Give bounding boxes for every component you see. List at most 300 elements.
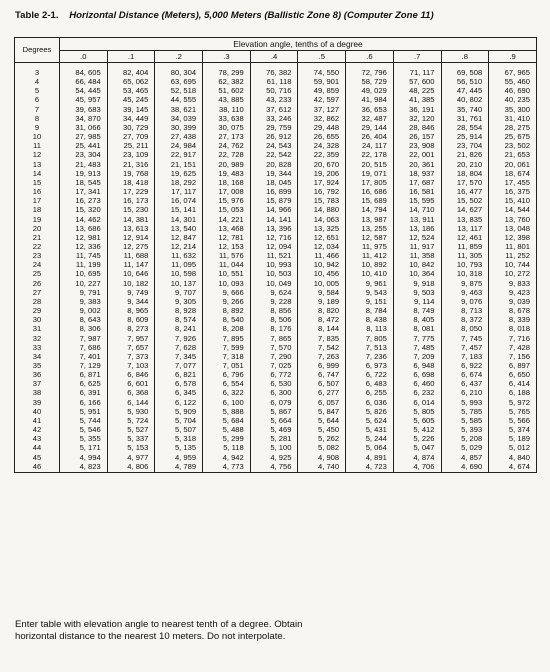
distance-value: 13, 911 xyxy=(409,214,435,224)
distance-value: 8, 540 xyxy=(222,315,244,325)
distance-value: 6, 897 xyxy=(508,361,530,370)
degree-value: 27 xyxy=(32,287,42,297)
distance-value: 25, 441 xyxy=(75,141,101,151)
degree-value: 44 xyxy=(32,443,42,453)
distance-value: 5, 412 xyxy=(413,425,435,435)
distance-value: 15, 410 xyxy=(504,196,530,206)
distance-value: 20, 828 xyxy=(266,159,292,169)
distance-value: 31, 066 xyxy=(75,122,101,132)
distance-value: 27, 438 xyxy=(170,132,197,142)
distance-value: 7, 987 xyxy=(79,333,101,343)
distance-value: 8, 273 xyxy=(127,324,149,334)
distance-value: 5, 355 xyxy=(79,434,101,444)
distance-value: 8, 081 xyxy=(413,324,435,334)
distance-value: 53, 465 xyxy=(123,86,149,96)
distance-value: 41, 385 xyxy=(409,95,435,105)
distance-value: 6, 922 xyxy=(461,361,483,370)
distance-value: 7, 051 xyxy=(222,361,244,370)
distance-value: 12, 981 xyxy=(75,232,101,242)
distance-value: 8, 609 xyxy=(127,315,149,325)
degree-value: 13 xyxy=(32,159,42,169)
degree-value: 37 xyxy=(32,379,42,389)
table-footnote: Enter table with elevation angle to nearest tenth of a degree. Obtain horizontal distance to the nearest 10 meters. Do not interpolate. xyxy=(15,619,303,642)
distance-value: 6, 601 xyxy=(127,379,149,389)
distance-value: 23, 304 xyxy=(75,150,101,160)
distance-value: 12, 214 xyxy=(170,241,197,251)
degrees-header: Degrees xyxy=(15,38,60,63)
distance-value: 9, 584 xyxy=(318,287,340,297)
distance-value: 18, 937 xyxy=(409,168,435,178)
distance-value: 10, 503 xyxy=(266,269,292,279)
distance-value: 4, 706 xyxy=(413,461,435,471)
distance-value: 5, 847 xyxy=(318,406,340,416)
degree-value: 10 xyxy=(32,132,42,142)
distance-value: 5, 450 xyxy=(318,425,340,435)
distance-value: 11, 859 xyxy=(457,241,483,251)
distance-value: 29, 759 xyxy=(266,122,292,132)
distance-value: 10, 137 xyxy=(170,278,197,288)
degree-value: 38 xyxy=(32,388,42,398)
distance-value: 9, 344 xyxy=(127,296,149,306)
distance-value: 13, 186 xyxy=(409,223,435,233)
degree-value: 20 xyxy=(32,223,42,233)
distance-value: 20, 989 xyxy=(218,159,244,169)
distance-value: 5, 805 xyxy=(413,406,435,416)
distance-value: 5, 888 xyxy=(222,406,244,416)
distance-value: 43, 233 xyxy=(266,95,292,105)
degree-value: 32 xyxy=(32,333,42,343)
degree-value: 7 xyxy=(34,104,40,114)
table-number: Table 2-1. xyxy=(15,10,59,21)
distance-value: 5, 744 xyxy=(79,415,101,425)
distance-value: 6, 100 xyxy=(222,397,244,407)
distance-value: 31, 410 xyxy=(504,113,530,123)
distance-value: 10, 892 xyxy=(361,260,387,270)
distance-value: 6, 772 xyxy=(270,370,292,380)
degree-value: 40 xyxy=(32,406,42,416)
distance-value: 5, 189 xyxy=(508,434,530,444)
distance-value: 9, 543 xyxy=(365,287,387,297)
tenths-header: .7 xyxy=(393,51,441,63)
distance-value: 14, 794 xyxy=(361,205,387,215)
distance-value: 8, 749 xyxy=(413,306,435,316)
tenths-header: .4 xyxy=(250,51,298,63)
distance-value: 9, 228 xyxy=(270,296,292,306)
distance-value: 21, 483 xyxy=(75,159,101,169)
degree-value: 24 xyxy=(32,260,42,270)
tenths-header: .6 xyxy=(346,51,394,63)
distance-value: 6, 232 xyxy=(413,388,435,398)
distance-value: 7, 957 xyxy=(127,333,149,343)
distance-value: 8, 208 xyxy=(222,324,244,334)
distance-value: 8, 113 xyxy=(366,324,387,334)
distance-value: 63, 695 xyxy=(170,77,197,87)
distance-value: 5, 972 xyxy=(508,397,530,407)
distance-value: 14, 462 xyxy=(75,214,101,224)
distance-value: 7, 156 xyxy=(508,351,530,361)
degree-value: 34 xyxy=(32,351,42,361)
distance-value: 28, 554 xyxy=(456,122,483,132)
distance-value: 8, 050 xyxy=(461,324,483,334)
distance-value: 8, 306 xyxy=(79,324,101,334)
distance-value: 5, 082 xyxy=(318,443,340,453)
distance-value: 33, 246 xyxy=(266,113,292,123)
distance-value: 69, 508 xyxy=(456,68,483,77)
distance-value: 13, 760 xyxy=(504,214,530,224)
distance-value: 9, 707 xyxy=(174,287,197,297)
distance-value: 13, 686 xyxy=(75,223,101,233)
distance-value: 5, 566 xyxy=(508,415,530,425)
distance-value: 21, 826 xyxy=(456,150,483,160)
degree-value: 22 xyxy=(32,241,42,251)
distance-value: 7, 686 xyxy=(79,342,101,352)
distance-value: 51, 602 xyxy=(218,86,244,96)
distance-value: 11, 801 xyxy=(505,241,530,251)
distance-value: 43, 885 xyxy=(218,95,244,105)
distance-value: 10, 695 xyxy=(75,269,101,279)
distance-value: 9, 076 xyxy=(461,296,483,306)
distance-value: 33, 638 xyxy=(218,113,244,123)
distance-value: 9, 383 xyxy=(79,296,101,306)
degree-value: 4 xyxy=(34,77,40,87)
degree-value: 26 xyxy=(32,278,42,288)
distance-value: 5, 012 xyxy=(508,443,530,453)
distance-value: 14, 381 xyxy=(123,214,149,224)
distance-value: 10, 364 xyxy=(409,269,435,279)
distance-value: 35, 300 xyxy=(504,104,530,114)
distance-value: 6, 255 xyxy=(365,388,387,398)
distance-value: 13, 468 xyxy=(218,223,244,233)
distance-value: 6, 014 xyxy=(413,397,435,407)
distance-value: 29, 144 xyxy=(361,122,387,132)
distance-value: 19, 071 xyxy=(361,168,387,178)
distance-value: 21, 151 xyxy=(170,159,197,169)
distance-value: 5, 624 xyxy=(365,415,387,425)
distance-value: 12, 153 xyxy=(218,241,244,251)
distance-value: 28, 275 xyxy=(504,122,530,132)
distance-value: 38, 110 xyxy=(218,104,244,114)
distance-column xyxy=(250,63,298,473)
distance-value: 5, 244 xyxy=(365,434,387,444)
distance-value: 6, 674 xyxy=(461,370,483,380)
distance-value: 22, 917 xyxy=(170,150,197,160)
distance-value: 12, 847 xyxy=(170,232,197,242)
distance-value: 22, 728 xyxy=(218,150,244,160)
distance-value: 16, 792 xyxy=(313,187,340,197)
distance-value: 25, 675 xyxy=(504,132,530,142)
distance-value: 17, 008 xyxy=(218,187,244,197)
distance-value: 5, 299 xyxy=(222,434,244,444)
distance-value: 8, 678 xyxy=(508,306,530,316)
distance-value: 47, 445 xyxy=(456,86,483,96)
distance-value: 16, 273 xyxy=(75,196,101,206)
distance-value: 22, 359 xyxy=(313,150,340,160)
distance-value: 17, 455 xyxy=(504,177,530,187)
distance-value: 17, 805 xyxy=(361,177,387,187)
degree-value: 31 xyxy=(32,324,42,334)
distance-value: 14, 544 xyxy=(504,205,530,215)
distance-value: 48, 225 xyxy=(409,86,435,96)
table-caption: Horizontal Distance (Meters), 5,000 Meters (Ballistic Zone 8) (Computer Zone 11) xyxy=(69,10,434,21)
distance-value: 41, 984 xyxy=(361,95,387,105)
distance-value: 23, 502 xyxy=(504,141,530,151)
distance-value: 6, 530 xyxy=(270,379,292,389)
distance-value: 61, 118 xyxy=(266,77,292,87)
degree-value: 19 xyxy=(32,214,42,224)
distance-value: 4, 823 xyxy=(79,461,101,471)
distance-value: 7, 745 xyxy=(461,333,483,343)
distance-column xyxy=(155,63,203,473)
distance-value: 26, 655 xyxy=(313,132,340,142)
distance-value: 19, 206 xyxy=(313,168,340,178)
distance-value: 5, 029 xyxy=(461,443,483,453)
distance-table xyxy=(14,37,537,473)
distance-value: 8, 856 xyxy=(270,306,292,316)
distance-value: 10, 646 xyxy=(123,269,149,279)
distance-value: 5, 100 xyxy=(270,443,292,453)
distance-value: 18, 292 xyxy=(170,177,197,187)
distance-value: 16, 074 xyxy=(170,196,197,206)
distance-value: 5, 281 xyxy=(270,434,292,444)
distance-value: 7, 542 xyxy=(318,342,340,352)
distance-value: 13, 540 xyxy=(170,223,197,233)
distance-value: 9, 305 xyxy=(174,296,197,306)
distance-value: 40, 802 xyxy=(456,95,483,105)
distance-value: 6, 300 xyxy=(270,388,292,398)
distance-value: 55, 460 xyxy=(504,77,530,87)
distance-value: 6, 796 xyxy=(222,370,244,380)
distance-value: 21, 316 xyxy=(123,159,149,169)
distance-value: 9, 875 xyxy=(461,278,483,288)
distance-value: 65, 062 xyxy=(123,77,149,87)
distance-value: 15, 976 xyxy=(218,196,244,206)
distance-value: 5, 993 xyxy=(461,397,483,407)
distance-value: 5, 930 xyxy=(127,406,149,416)
distance-value: 12, 914 xyxy=(123,232,149,242)
distance-value: 6, 057 xyxy=(318,397,340,407)
distance-value: 14, 141 xyxy=(266,214,292,224)
distance-value: 7, 401 xyxy=(79,351,101,361)
distance-value: 7, 513 xyxy=(365,342,387,352)
distance-value: 31, 761 xyxy=(456,113,483,123)
distance-value: 5, 337 xyxy=(127,434,149,444)
distance-value: 17, 117 xyxy=(171,187,197,197)
distance-value: 4, 977 xyxy=(127,452,149,462)
distance-value: 7, 926 xyxy=(174,333,197,343)
distance-value: 8, 176 xyxy=(270,324,292,334)
distance-value: 9, 666 xyxy=(222,287,244,297)
distance-value: 6, 277 xyxy=(318,388,340,398)
distance-value: 4, 723 xyxy=(365,461,387,471)
distance-value: 17, 229 xyxy=(123,187,149,197)
distance-value: 23, 109 xyxy=(123,150,149,160)
distance-value: 6, 036 xyxy=(365,397,387,407)
distance-value: 14, 880 xyxy=(313,205,340,215)
distance-value: 6, 578 xyxy=(174,379,197,389)
distance-value: 6, 999 xyxy=(318,361,340,370)
distance-value: 24, 117 xyxy=(362,141,387,151)
distance-value: 6, 391 xyxy=(79,388,101,398)
distance-value: 5, 546 xyxy=(79,425,101,435)
distance-value: 15, 053 xyxy=(218,205,244,215)
distance-value: 8, 643 xyxy=(79,315,101,325)
distance-value: 15, 595 xyxy=(409,196,435,206)
degree-value: 35 xyxy=(32,361,42,370)
distance-value: 40, 235 xyxy=(504,95,530,105)
distance-value: 35, 740 xyxy=(456,104,483,114)
distance-value: 5, 527 xyxy=(127,425,149,435)
degree-value: 11 xyxy=(33,141,41,151)
distance-value: 16, 686 xyxy=(361,187,387,197)
degree-value: 18 xyxy=(32,205,42,215)
distance-value: 24, 984 xyxy=(170,141,197,151)
distance-value: 10, 598 xyxy=(170,269,197,279)
distance-value: 5, 507 xyxy=(174,425,197,435)
distance-value: 11, 632 xyxy=(171,251,197,261)
distance-value: 46, 690 xyxy=(504,86,530,96)
distance-value: 23, 908 xyxy=(409,141,435,151)
distance-value: 10, 182 xyxy=(123,278,149,288)
distance-value: 6, 625 xyxy=(79,379,101,389)
distance-value: 5, 047 xyxy=(413,443,435,453)
distance-value: 18, 045 xyxy=(266,177,292,187)
degree-value: 46 xyxy=(32,461,42,471)
degree-value: 21 xyxy=(32,232,42,242)
distance-value: 7, 263 xyxy=(318,351,340,361)
distance-value: 5, 262 xyxy=(318,434,340,444)
distance-value: 30, 729 xyxy=(123,122,149,132)
distance-value: 44, 555 xyxy=(170,95,197,105)
distance-value: 8, 372 xyxy=(461,315,483,325)
distance-value: 71, 117 xyxy=(409,68,435,77)
distance-value: 10, 005 xyxy=(313,278,340,288)
distance-value: 8, 506 xyxy=(270,315,292,325)
distance-value: 26, 157 xyxy=(409,132,435,142)
degree-value: 23 xyxy=(32,251,42,261)
distance-value: 6, 483 xyxy=(365,379,387,389)
degree-value: 6 xyxy=(34,95,40,105)
distance-value: 5, 644 xyxy=(318,415,340,425)
distance-value: 25, 914 xyxy=(456,132,483,142)
distance-value: 7, 129 xyxy=(79,361,101,370)
distance-value: 11, 305 xyxy=(457,251,483,261)
distance-value: 9, 961 xyxy=(365,278,387,288)
distance-value: 38, 621 xyxy=(170,104,197,114)
distance-value: 17, 570 xyxy=(456,177,483,187)
distance-value: 52, 518 xyxy=(170,86,197,96)
distance-value: 12, 524 xyxy=(409,232,435,242)
distance-value: 76, 382 xyxy=(266,68,292,77)
distance-value: 8, 820 xyxy=(318,306,340,316)
distance-value: 27, 173 xyxy=(218,132,244,142)
degree-value: 15 xyxy=(32,177,42,187)
distance-value: 10, 993 xyxy=(266,260,292,270)
distance-value: 7, 805 xyxy=(365,333,387,343)
distance-value: 6, 948 xyxy=(413,361,435,370)
distance-value: 9, 749 xyxy=(127,287,149,297)
distance-value: 7, 657 xyxy=(127,342,149,352)
distance-value: 19, 483 xyxy=(218,168,244,178)
distance-value: 34, 039 xyxy=(170,113,197,123)
distance-value: 32, 862 xyxy=(313,113,340,123)
tenths-header: .9 xyxy=(489,51,537,63)
degree-value: 42 xyxy=(32,425,42,435)
distance-value: 11, 975 xyxy=(362,241,387,251)
distance-value: 4, 994 xyxy=(79,452,101,462)
distance-value: 5, 064 xyxy=(365,443,387,453)
distance-value: 4, 789 xyxy=(174,461,197,471)
distance-value: 9, 039 xyxy=(508,296,530,306)
distance-value: 19, 344 xyxy=(266,168,292,178)
distance-value: 22, 178 xyxy=(361,150,387,160)
degree-value: 36 xyxy=(32,370,42,380)
distance-value: 4, 674 xyxy=(508,461,530,471)
distance-value: 8, 472 xyxy=(318,315,340,325)
distance-value: 7, 025 xyxy=(270,361,292,370)
distance-value: 39, 145 xyxy=(123,104,149,114)
distance-value: 9, 833 xyxy=(508,278,530,288)
distance-value: 4, 840 xyxy=(508,452,530,462)
distance-value: 37, 612 xyxy=(266,104,292,114)
distance-value: 8, 784 xyxy=(365,306,387,316)
distance-value: 11, 358 xyxy=(409,251,435,261)
distance-value: 5, 374 xyxy=(508,425,530,435)
distance-value: 5, 226 xyxy=(413,434,435,444)
distance-value: 62, 382 xyxy=(218,77,244,87)
distance-value: 10, 744 xyxy=(504,260,530,270)
distance-value: 8, 144 xyxy=(318,324,340,334)
degree-value: 29 xyxy=(32,306,42,316)
distance-value: 14, 063 xyxy=(313,214,340,224)
distance-value: 11, 412 xyxy=(362,251,387,261)
distance-value: 59, 901 xyxy=(313,77,340,87)
distance-value: 18, 674 xyxy=(504,168,530,178)
distance-value: 7, 835 xyxy=(318,333,340,343)
distance-value: 6, 698 xyxy=(413,370,435,380)
distance-value: 36, 191 xyxy=(409,104,435,114)
distance-value: 12, 398 xyxy=(504,232,530,242)
distance-value: 17, 341 xyxy=(75,187,101,197)
distance-value: 20, 061 xyxy=(504,159,530,169)
tenths-header: .0 xyxy=(60,51,108,63)
distance-value: 26, 912 xyxy=(266,132,292,142)
distance-value: 9, 463 xyxy=(461,287,483,297)
distance-value: 9, 151 xyxy=(365,296,387,306)
distance-value: 24, 328 xyxy=(313,141,340,151)
distance-value: 49, 029 xyxy=(361,86,387,96)
tenths-header: .2 xyxy=(155,51,203,63)
distance-value: 10, 049 xyxy=(266,278,292,288)
distance-value: 80, 304 xyxy=(170,68,197,77)
distance-value: 5, 785 xyxy=(461,406,483,416)
distance-value: 8, 713 xyxy=(461,306,483,316)
distance-value: 11, 252 xyxy=(505,251,530,261)
distance-value: 7, 485 xyxy=(413,342,435,352)
distance-value: 7, 209 xyxy=(413,351,435,361)
tenths-header: .1 xyxy=(107,51,155,63)
distance-value: 7, 318 xyxy=(222,351,244,361)
distance-value: 12, 336 xyxy=(75,241,101,251)
distance-value: 67, 965 xyxy=(504,68,530,77)
distance-value: 6, 871 xyxy=(79,370,101,380)
degree-value: 3 xyxy=(34,68,40,77)
distance-value: 4, 857 xyxy=(461,452,483,462)
distance-value: 20, 210 xyxy=(456,159,483,169)
distance-value: 5, 318 xyxy=(174,434,197,444)
distance-value: 13, 255 xyxy=(361,223,387,233)
degree-value: 41 xyxy=(32,415,42,425)
tenths-header: .5 xyxy=(298,51,346,63)
